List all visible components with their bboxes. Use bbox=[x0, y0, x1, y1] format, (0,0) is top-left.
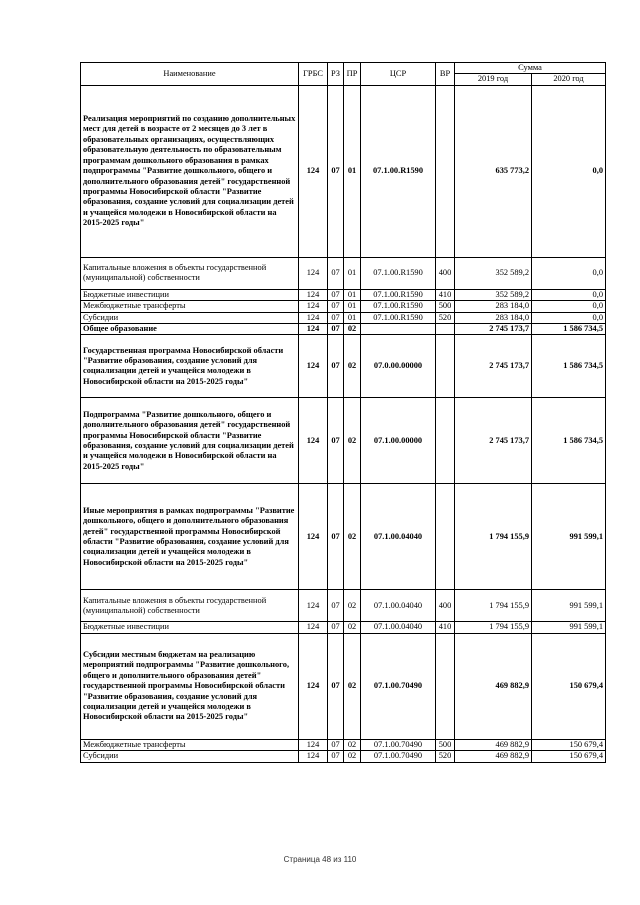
row-grbs: 124 bbox=[299, 398, 328, 484]
row-amount-2020: 0,0 bbox=[532, 301, 606, 312]
row-amount-2019: 1 794 155,9 bbox=[455, 484, 532, 590]
row-name: Капитальные вложения в объекты государственной (муниципальной) собственности bbox=[81, 590, 299, 622]
row-amount-2020: 0,0 bbox=[532, 257, 606, 289]
row-amount-2020: 991 599,1 bbox=[532, 622, 606, 633]
row-grbs: 124 bbox=[299, 739, 328, 750]
row-amount-2020: 1 586 734,5 bbox=[532, 324, 606, 335]
row-name: Межбюджетные трансферты bbox=[81, 739, 299, 750]
table-row bbox=[81, 484, 606, 590]
row-pr: 01 bbox=[344, 312, 361, 323]
header-sum: Сумма bbox=[455, 63, 606, 74]
table-row bbox=[81, 633, 606, 739]
row-pr: 02 bbox=[344, 590, 361, 622]
table-row bbox=[81, 312, 606, 323]
row-pr: 02 bbox=[344, 398, 361, 484]
row-rz: 07 bbox=[328, 324, 344, 335]
table-row bbox=[81, 751, 606, 762]
table-row bbox=[81, 622, 606, 633]
row-grbs: 124 bbox=[299, 484, 328, 590]
row-csr: 07.1.00.70490 bbox=[361, 739, 436, 750]
row-rz: 07 bbox=[328, 301, 344, 312]
row-name: Бюджетные инвестиции bbox=[81, 622, 299, 633]
row-grbs: 124 bbox=[299, 335, 328, 398]
row-csr: 07.0.00.00000 bbox=[361, 335, 436, 398]
table-row bbox=[81, 85, 606, 257]
row-amount-2020: 991 599,1 bbox=[532, 484, 606, 590]
row-vr bbox=[436, 484, 455, 590]
row-rz: 07 bbox=[328, 484, 344, 590]
row-amount-2019: 2 745 173,7 bbox=[455, 398, 532, 484]
header-pr: ПР bbox=[344, 63, 361, 86]
row-amount-2019: 2 745 173,7 bbox=[455, 335, 532, 398]
row-grbs: 124 bbox=[299, 289, 328, 300]
row-pr: 02 bbox=[344, 739, 361, 750]
row-amount-2019: 469 882,9 bbox=[455, 751, 532, 762]
row-vr: 410 bbox=[436, 622, 455, 633]
row-amount-2019: 283 184,0 bbox=[455, 312, 532, 323]
row-csr: 07.1.00.R1590 bbox=[361, 289, 436, 300]
row-rz: 07 bbox=[328, 622, 344, 633]
row-amount-2020: 150 679,4 bbox=[532, 751, 606, 762]
row-csr: 07.1.00.R1590 bbox=[361, 301, 436, 312]
row-pr: 02 bbox=[344, 622, 361, 633]
table-row bbox=[81, 590, 606, 622]
row-rz: 07 bbox=[328, 590, 344, 622]
row-name: Общее образование bbox=[81, 324, 299, 335]
row-name: Государственная программа Новосибирской области "Развитие образования, создание условий для социализации детей и учащейся молодежи в Новосибирской области на 2015-2025 годы" bbox=[81, 335, 299, 398]
row-rz: 07 bbox=[328, 739, 344, 750]
row-csr: 07.1.00.00000 bbox=[361, 398, 436, 484]
row-grbs: 124 bbox=[299, 751, 328, 762]
row-grbs: 124 bbox=[299, 324, 328, 335]
row-pr: 01 bbox=[344, 289, 361, 300]
row-amount-2020: 150 679,4 bbox=[532, 739, 606, 750]
table-row bbox=[81, 335, 606, 398]
row-name: Субсидии bbox=[81, 751, 299, 762]
row-name: Бюджетные инвестиции bbox=[81, 289, 299, 300]
row-name: Межбюджетные трансферты bbox=[81, 301, 299, 312]
row-rz: 07 bbox=[328, 335, 344, 398]
row-grbs: 124 bbox=[299, 622, 328, 633]
header-year-2019: 2019 год bbox=[455, 74, 532, 85]
row-rz: 07 bbox=[328, 633, 344, 739]
table-row bbox=[81, 257, 606, 289]
row-pr: 02 bbox=[344, 335, 361, 398]
table-body bbox=[81, 85, 606, 762]
row-amount-2019: 469 882,9 bbox=[455, 633, 532, 739]
row-name: Подпрограмма "Развитие дошкольного, общего и дополнительного образования детей" государственной программы Новосибирской области "Развитие образования, создание условий для социализации детей и учащейся молодежи в Новосибирской области на 2015-2025 годы" bbox=[81, 398, 299, 484]
row-vr bbox=[436, 324, 455, 335]
table-row bbox=[81, 739, 606, 750]
row-vr: 500 bbox=[436, 739, 455, 750]
row-amount-2019: 283 184,0 bbox=[455, 301, 532, 312]
header-vr: ВР bbox=[436, 63, 455, 86]
row-grbs: 124 bbox=[299, 633, 328, 739]
row-amount-2019: 1 794 155,9 bbox=[455, 622, 532, 633]
row-amount-2020: 150 679,4 bbox=[532, 633, 606, 739]
row-csr: 07.1.00.70490 bbox=[361, 633, 436, 739]
row-pr: 02 bbox=[344, 751, 361, 762]
row-csr: 07.1.00.04040 bbox=[361, 484, 436, 590]
row-pr: 02 bbox=[344, 484, 361, 590]
row-vr bbox=[436, 398, 455, 484]
row-amount-2020: 991 599,1 bbox=[532, 590, 606, 622]
row-amount-2019: 469 882,9 bbox=[455, 739, 532, 750]
row-pr: 01 bbox=[344, 257, 361, 289]
row-rz: 07 bbox=[328, 257, 344, 289]
row-amount-2019: 1 794 155,9 bbox=[455, 590, 532, 622]
header-year-2020: 2020 год bbox=[532, 74, 606, 85]
budget-table bbox=[80, 62, 606, 763]
header-name: Наименование bbox=[81, 63, 299, 86]
row-grbs: 124 bbox=[299, 590, 328, 622]
row-pr: 01 bbox=[344, 301, 361, 312]
row-vr bbox=[436, 335, 455, 398]
row-grbs: 124 bbox=[299, 257, 328, 289]
row-rz: 07 bbox=[328, 289, 344, 300]
row-grbs: 124 bbox=[299, 85, 328, 257]
row-amount-2019: 635 773,2 bbox=[455, 85, 532, 257]
row-vr: 410 bbox=[436, 289, 455, 300]
row-csr: 07.1.00.R1590 bbox=[361, 312, 436, 323]
row-grbs: 124 bbox=[299, 301, 328, 312]
row-pr: 01 bbox=[344, 85, 361, 257]
row-vr: 520 bbox=[436, 751, 455, 762]
table-row bbox=[81, 324, 606, 335]
row-csr: 07.1.00.70490 bbox=[361, 751, 436, 762]
header-rz: РЗ bbox=[328, 63, 344, 86]
row-vr bbox=[436, 85, 455, 257]
row-amount-2019: 352 589,2 bbox=[455, 289, 532, 300]
table-row bbox=[81, 289, 606, 300]
row-grbs: 124 bbox=[299, 312, 328, 323]
row-vr: 400 bbox=[436, 590, 455, 622]
row-amount-2019: 352 589,2 bbox=[455, 257, 532, 289]
row-amount-2020: 1 586 734,5 bbox=[532, 335, 606, 398]
row-name: Реализация мероприятий по созданию дополнительных мест для детей в возрасте от 2 месяцев до 3 лет в образовательных организациях, осуществляющих образовательную деятельность по образовательным программам дошкольного образования в рамках подпрограммы "Развитие дошкольного, общего и дополнительного образования детей" государственной программы Новосибирской области "Развитие образования, создание условий для социализации детей и учащейся молодежи в Новосибирской области на 2015-2025 годы" bbox=[81, 85, 299, 257]
row-amount-2020: 1 586 734,5 bbox=[532, 398, 606, 484]
table-row bbox=[81, 301, 606, 312]
row-pr: 02 bbox=[344, 324, 361, 335]
row-csr: 07.1.00.04040 bbox=[361, 622, 436, 633]
row-rz: 07 bbox=[328, 85, 344, 257]
row-amount-2020: 0,0 bbox=[532, 312, 606, 323]
row-amount-2020: 0,0 bbox=[532, 85, 606, 257]
row-amount-2019: 2 745 173,7 bbox=[455, 324, 532, 335]
row-csr: 07.1.00.R1590 bbox=[361, 85, 436, 257]
row-vr bbox=[436, 633, 455, 739]
row-name: Субсидии bbox=[81, 312, 299, 323]
row-csr: 07.1.00.R1590 bbox=[361, 257, 436, 289]
page-number: Страница 48 из 110 bbox=[283, 855, 357, 864]
row-pr: 02 bbox=[344, 633, 361, 739]
row-amount-2020: 0,0 bbox=[532, 289, 606, 300]
table-row bbox=[81, 398, 606, 484]
row-csr: 07.1.00.04040 bbox=[361, 590, 436, 622]
row-name: Капитальные вложения в объекты государственной (муниципальной) собственности bbox=[81, 257, 299, 289]
row-vr: 520 bbox=[436, 312, 455, 323]
row-rz: 07 bbox=[328, 751, 344, 762]
row-vr: 500 bbox=[436, 301, 455, 312]
row-csr bbox=[361, 324, 436, 335]
row-rz: 07 bbox=[328, 312, 344, 323]
row-name: Иные мероприятия в рамках подпрограммы "Развитие дошкольного, общего и дополнительного образования детей" государственной программы Новосибирской области "Развитие образования, создание условий для социализации детей и учащейся молодежи в Новосибирской области на 2015-2025 годы" bbox=[81, 484, 299, 590]
row-rz: 07 bbox=[328, 398, 344, 484]
row-vr: 400 bbox=[436, 257, 455, 289]
row-name: Субсидии местным бюджетам на реализацию мероприятий подпрограммы "Развитие дошкольного, общего и дополнительного образования детей" государственной программы Новосибирской области "Развитие образования, создание условий для социализации детей и учащейся молодежи в Новосибирской области на 2015-2025 годы" bbox=[81, 633, 299, 739]
header-grbs: ГРБС bbox=[299, 63, 328, 86]
header-csr: ЦСР bbox=[361, 63, 436, 86]
